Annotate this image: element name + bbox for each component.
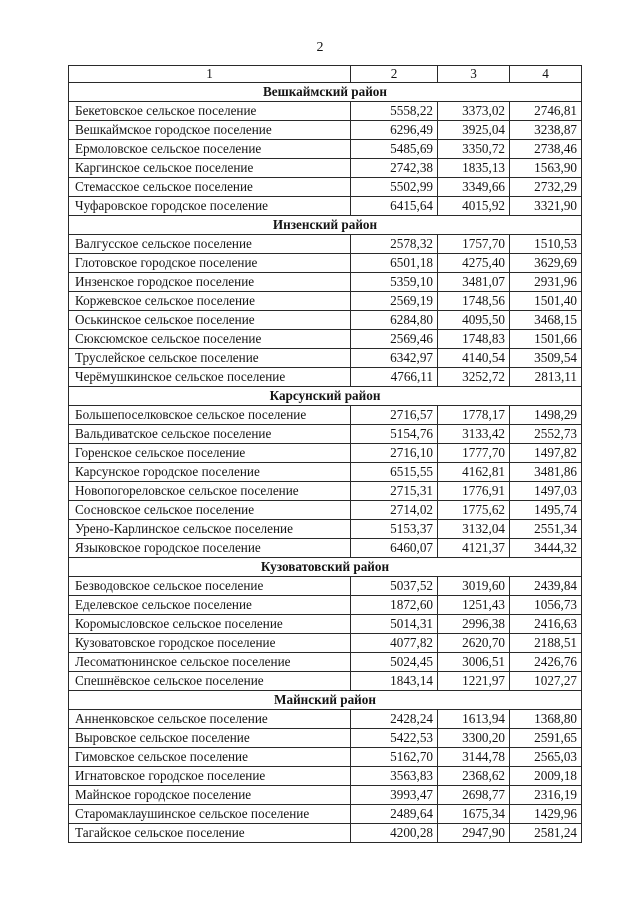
- district-title: Вешкаймский район: [69, 83, 582, 102]
- value-col-2: 6296,49: [351, 121, 438, 140]
- value-col-3: 3132,04: [438, 520, 510, 539]
- value-col-2: 1843,14: [351, 672, 438, 691]
- table-row: [69, 121, 582, 140]
- value-col-3: 4095,50: [438, 311, 510, 330]
- value-col-2: 6501,18: [351, 254, 438, 273]
- value-col-2: 3563,83: [351, 767, 438, 786]
- value-col-4: 2581,24: [510, 824, 582, 843]
- value-col-4: 1495,74: [510, 501, 582, 520]
- value-col-3: 1675,34: [438, 805, 510, 824]
- settlement-name: Языковское городское поселение: [69, 539, 351, 558]
- value-col-4: 2931,96: [510, 273, 582, 292]
- table-row: [69, 729, 582, 748]
- value-col-2: 2578,32: [351, 235, 438, 254]
- value-col-3: 3006,51: [438, 653, 510, 672]
- value-col-4: 1497,82: [510, 444, 582, 463]
- settlement-name: Урено-Карлинское сельское поселение: [69, 520, 351, 539]
- settlement-name: Вальдиватское сельское поселение: [69, 425, 351, 444]
- value-col-2: 5024,45: [351, 653, 438, 672]
- settlement-name: Вешкаймское городское поселение: [69, 121, 351, 140]
- table-row: [69, 406, 582, 425]
- column-header: 2: [351, 66, 438, 83]
- value-col-4: 3321,90: [510, 197, 582, 216]
- value-col-4: 2009,18: [510, 767, 582, 786]
- value-col-4: 2416,63: [510, 615, 582, 634]
- value-col-2: 5359,10: [351, 273, 438, 292]
- table-row: [69, 805, 582, 824]
- table-row: [69, 197, 582, 216]
- value-col-3: 3019,60: [438, 577, 510, 596]
- value-col-3: 3481,07: [438, 273, 510, 292]
- value-col-2: 5153,37: [351, 520, 438, 539]
- value-col-3: 1757,70: [438, 235, 510, 254]
- value-col-3: 3925,04: [438, 121, 510, 140]
- table-row: [69, 672, 582, 691]
- value-col-4: 1501,40: [510, 292, 582, 311]
- value-col-3: 3373,02: [438, 102, 510, 121]
- district-header-row: [69, 558, 582, 577]
- value-col-3: 4015,92: [438, 197, 510, 216]
- value-col-3: 1221,97: [438, 672, 510, 691]
- value-col-3: 4162,81: [438, 463, 510, 482]
- table-row: [69, 330, 582, 349]
- district-title: Карсунский район: [69, 387, 582, 406]
- value-col-3: 3350,72: [438, 140, 510, 159]
- settlement-name: Коржевское сельское поселение: [69, 292, 351, 311]
- value-col-3: 1777,70: [438, 444, 510, 463]
- value-col-3: 2620,70: [438, 634, 510, 653]
- table-row: [69, 596, 582, 615]
- table-row: [69, 615, 582, 634]
- settlements-table: [68, 65, 582, 843]
- settlement-name: Еделевское сельское поселение: [69, 596, 351, 615]
- value-col-3: 2698,77: [438, 786, 510, 805]
- value-col-4: 2738,46: [510, 140, 582, 159]
- value-col-3: 1835,13: [438, 159, 510, 178]
- value-col-4: 2551,34: [510, 520, 582, 539]
- value-col-2: 2489,64: [351, 805, 438, 824]
- value-col-4: 1027,27: [510, 672, 582, 691]
- table-row: [69, 159, 582, 178]
- settlement-name: Стемасское сельское поселение: [69, 178, 351, 197]
- table-row: [69, 349, 582, 368]
- value-col-4: 1563,90: [510, 159, 582, 178]
- column-header: 3: [438, 66, 510, 83]
- value-col-4: 3238,87: [510, 121, 582, 140]
- settlement-name: Черёмушкинское сельское поселение: [69, 368, 351, 387]
- value-col-4: 2565,03: [510, 748, 582, 767]
- table-row: [69, 311, 582, 330]
- table-row: [69, 501, 582, 520]
- value-col-4: 3444,32: [510, 539, 582, 558]
- value-col-2: 5037,52: [351, 577, 438, 596]
- value-col-3: 3252,72: [438, 368, 510, 387]
- value-col-4: 1497,03: [510, 482, 582, 501]
- value-col-2: 6460,07: [351, 539, 438, 558]
- value-col-4: 2552,73: [510, 425, 582, 444]
- table-row: [69, 102, 582, 121]
- value-col-4: 2316,19: [510, 786, 582, 805]
- district-header-row: [69, 216, 582, 235]
- value-col-2: 4766,11: [351, 368, 438, 387]
- table-row: [69, 786, 582, 805]
- settlement-name: Новопогореловское сельское поселение: [69, 482, 351, 501]
- value-col-3: 1778,17: [438, 406, 510, 425]
- column-header: 4: [510, 66, 582, 83]
- settlement-name: Гимовское сельское поселение: [69, 748, 351, 767]
- value-col-2: 5014,31: [351, 615, 438, 634]
- settlement-name: Оськинское сельское поселение: [69, 311, 351, 330]
- value-col-4: 3468,15: [510, 311, 582, 330]
- value-col-4: 1498,29: [510, 406, 582, 425]
- value-col-2: 6415,64: [351, 197, 438, 216]
- settlement-name: Сюксюмское сельское поселение: [69, 330, 351, 349]
- value-col-3: 1251,43: [438, 596, 510, 615]
- value-col-2: 2428,24: [351, 710, 438, 729]
- settlement-name: Каргинское сельское поселение: [69, 159, 351, 178]
- value-col-3: 3349,66: [438, 178, 510, 197]
- value-col-4: 2591,65: [510, 729, 582, 748]
- district-title: Майнский район: [69, 691, 582, 710]
- settlement-name: Майнское городское поселение: [69, 786, 351, 805]
- value-col-4: 3481,86: [510, 463, 582, 482]
- value-col-4: 1429,96: [510, 805, 582, 824]
- value-col-4: 1056,73: [510, 596, 582, 615]
- district-header-row: [69, 83, 582, 102]
- table-row: [69, 653, 582, 672]
- settlement-name: Чуфаровское городское поселение: [69, 197, 351, 216]
- settlement-name: Лесоматюнинское сельское поселение: [69, 653, 351, 672]
- district-header-row: [69, 387, 582, 406]
- value-col-3: 1748,83: [438, 330, 510, 349]
- settlement-name: Тагайское сельское поселение: [69, 824, 351, 843]
- value-col-4: 3509,54: [510, 349, 582, 368]
- value-col-2: 6342,97: [351, 349, 438, 368]
- value-col-2: 3993,47: [351, 786, 438, 805]
- table-row: [69, 368, 582, 387]
- table-row: [69, 463, 582, 482]
- value-col-2: 2716,57: [351, 406, 438, 425]
- settlement-name: Спешнёвское сельское поселение: [69, 672, 351, 691]
- value-col-4: 2732,29: [510, 178, 582, 197]
- table-row: [69, 767, 582, 786]
- value-col-3: 1776,91: [438, 482, 510, 501]
- value-col-4: 3629,69: [510, 254, 582, 273]
- settlement-name: Карсунское городское поселение: [69, 463, 351, 482]
- value-col-4: 2426,76: [510, 653, 582, 672]
- value-col-3: 3300,20: [438, 729, 510, 748]
- settlement-name: Горенское сельское поселение: [69, 444, 351, 463]
- value-col-3: 4140,54: [438, 349, 510, 368]
- value-col-2: 2569,19: [351, 292, 438, 311]
- value-col-3: 1748,56: [438, 292, 510, 311]
- settlement-name: Инзенское городское поселение: [69, 273, 351, 292]
- settlement-name: Кузоватовское городское поселение: [69, 634, 351, 653]
- district-header-row: [69, 691, 582, 710]
- table-row: [69, 748, 582, 767]
- value-col-2: 2569,46: [351, 330, 438, 349]
- settlement-name: Глотовское городское поселение: [69, 254, 351, 273]
- value-col-2: 6284,80: [351, 311, 438, 330]
- value-col-3: 2947,90: [438, 824, 510, 843]
- value-col-4: 2188,51: [510, 634, 582, 653]
- value-col-2: 2742,38: [351, 159, 438, 178]
- value-col-2: 2716,10: [351, 444, 438, 463]
- table-row: [69, 235, 582, 254]
- settlement-name: Безводовское сельское поселение: [69, 577, 351, 596]
- settlement-name: Игнатовское городское поселение: [69, 767, 351, 786]
- table-row: [69, 444, 582, 463]
- value-col-3: 4121,37: [438, 539, 510, 558]
- settlement-name: Выровское сельское поселение: [69, 729, 351, 748]
- settlement-name: Ермоловское сельское поселение: [69, 140, 351, 159]
- district-title: Инзенский район: [69, 216, 582, 235]
- table-row: [69, 273, 582, 292]
- column-header: 1: [69, 66, 351, 83]
- value-col-2: 1872,60: [351, 596, 438, 615]
- value-col-4: 1368,80: [510, 710, 582, 729]
- settlement-name: Труслейское сельское поселение: [69, 349, 351, 368]
- table-row: [69, 577, 582, 596]
- settlement-name: Анненковское сельское поселение: [69, 710, 351, 729]
- settlement-name: Коромысловское сельское поселение: [69, 615, 351, 634]
- table-row: [69, 824, 582, 843]
- value-col-2: 6515,55: [351, 463, 438, 482]
- settlement-name: Большепоселковское сельское поселение: [69, 406, 351, 425]
- value-col-3: 1613,94: [438, 710, 510, 729]
- value-col-4: 1510,53: [510, 235, 582, 254]
- settlement-name: Бекетовское сельское поселение: [69, 102, 351, 121]
- value-col-2: 2714,02: [351, 501, 438, 520]
- value-col-2: 2715,31: [351, 482, 438, 501]
- column-number-row: [69, 66, 582, 83]
- value-col-3: 3144,78: [438, 748, 510, 767]
- table-row: [69, 178, 582, 197]
- settlement-name: Старомаклаушинское сельское поселение: [69, 805, 351, 824]
- value-col-4: 2746,81: [510, 102, 582, 121]
- table-row: [69, 710, 582, 729]
- settlement-name: Сосновское сельское поселение: [69, 501, 351, 520]
- table-row: [69, 292, 582, 311]
- table-row: [69, 425, 582, 444]
- page-number: 2: [316, 40, 324, 55]
- value-col-2: 5558,22: [351, 102, 438, 121]
- value-col-3: 4275,40: [438, 254, 510, 273]
- value-col-3: 2368,62: [438, 767, 510, 786]
- value-col-4: 2813,11: [510, 368, 582, 387]
- table-row: [69, 140, 582, 159]
- value-col-4: 1501,66: [510, 330, 582, 349]
- value-col-3: 3133,42: [438, 425, 510, 444]
- value-col-2: 5422,53: [351, 729, 438, 748]
- value-col-2: 5502,99: [351, 178, 438, 197]
- value-col-2: 4200,28: [351, 824, 438, 843]
- value-col-2: 5162,70: [351, 748, 438, 767]
- table-row: [69, 539, 582, 558]
- value-col-3: 2996,38: [438, 615, 510, 634]
- value-col-3: 1775,62: [438, 501, 510, 520]
- value-col-2: 5485,69: [351, 140, 438, 159]
- table-row: [69, 634, 582, 653]
- table-row: [69, 520, 582, 539]
- district-title: Кузоватовский район: [69, 558, 582, 577]
- value-col-4: 2439,84: [510, 577, 582, 596]
- value-col-2: 5154,76: [351, 425, 438, 444]
- table-row: [69, 254, 582, 273]
- value-col-2: 4077,82: [351, 634, 438, 653]
- table-row: [69, 482, 582, 501]
- settlement-name: Валгусское сельское поселение: [69, 235, 351, 254]
